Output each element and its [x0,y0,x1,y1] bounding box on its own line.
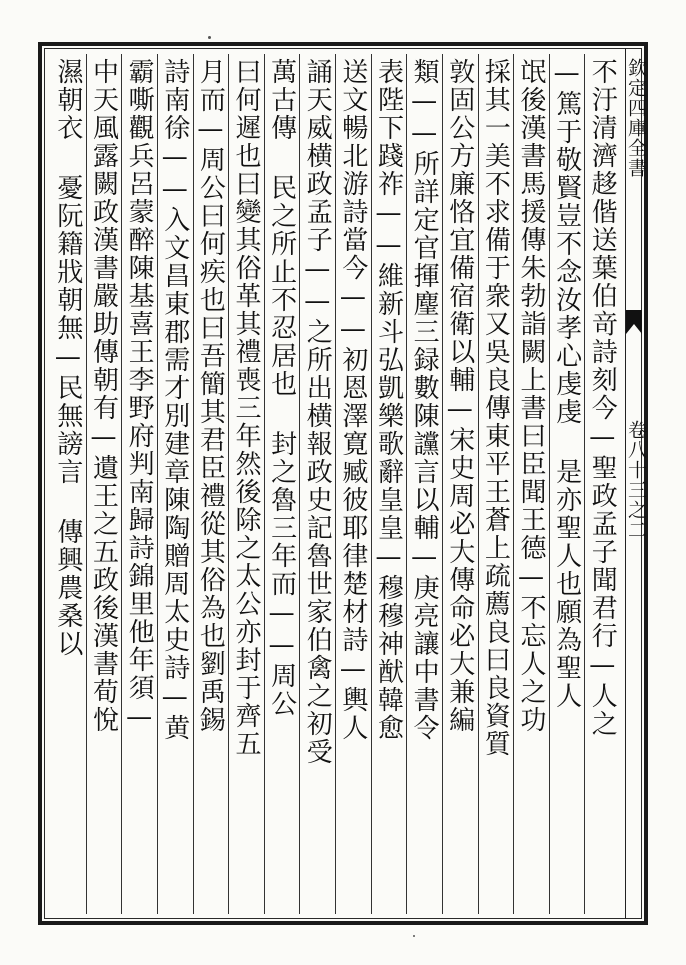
fishtail-mark [626,310,642,334]
text-column: 類——所詳定官揮麈三録數陳讜言以輔—庚亮讓中書令 [409,58,440,742]
text-column: 詩南徐——入文昌東郡需才別建章陳陶贈周太史詩—黄 [159,58,190,742]
text-column: 月而—周公曰何疾也曰吾簡其君臣禮從其俗為也劉禹錫 [195,58,226,734]
column-rule [371,54,372,914]
book-title: 欽定四庫全書 [625,58,647,178]
column-rule [549,54,550,914]
column-rule [478,54,479,914]
text-column: 送文暢北游詩當今——初恩澤寛臧彼耶律楚材詩—輿人 [337,58,368,742]
column-rule [442,54,443,914]
text-column: 曰何遲也曰變其俗革其禮喪三年然後除之太公亦封于齊五 [230,58,261,758]
text-column: 表陛下踐祚——維新斗弘凱樂歌辭皇皇—穆穆神猷韓愈 [373,58,404,742]
column-rule [264,54,265,914]
ink-speck [208,36,211,39]
column-rule [406,54,407,914]
ink-speck [413,935,415,937]
volume-label: 卷八十三之二 [625,420,647,540]
text-column: 採其一美不求備于衆又吳良傳東平王蒼上疏薦良曰良資質 [480,58,511,758]
text-column: 不汙清濟趍偕送葉伯竒詩刻今—聖政孟子聞君行—人之 [587,58,618,738]
column-rule [513,54,514,914]
text-column: 誦天威横政孟子——之所出横報政史記魯世家伯禽之初受 [302,58,333,766]
text-column: 敦固公方廉恪宜備宿衛以輔—宋史周必大傳命必大兼編 [444,58,475,734]
column-rule [193,54,194,914]
column-rule [335,54,336,914]
column-rule [299,54,300,914]
column-rule [584,54,585,914]
column-rule [121,54,122,914]
text-column: 萬古傳 民之所止不忍居也 封之魯三年而——周公 [266,58,297,718]
text-column: 氓後漢書馬援傳朱勃詣闕上書曰臣聞王德—不忘人之功 [515,58,546,734]
text-column: 濕朝衣 憂阮籍戕朝無—民無謗言 傳興農桑以 [52,58,83,658]
text-column: 中天風露闕政漢書嚴助傳朝有—遺王之五政後漢書荀悅 [88,58,119,734]
text-column: —篤于敬賢豈不念汝孝心虔虔 是亦聖人也願為聖人 [551,58,582,710]
column-rule [157,54,158,914]
text-column: 霸嘶觀兵呂蒙醉陳基喜王李野府判南歸詩錦里他年須— [124,58,155,734]
column-rule [228,54,229,914]
column-rule [86,54,87,914]
